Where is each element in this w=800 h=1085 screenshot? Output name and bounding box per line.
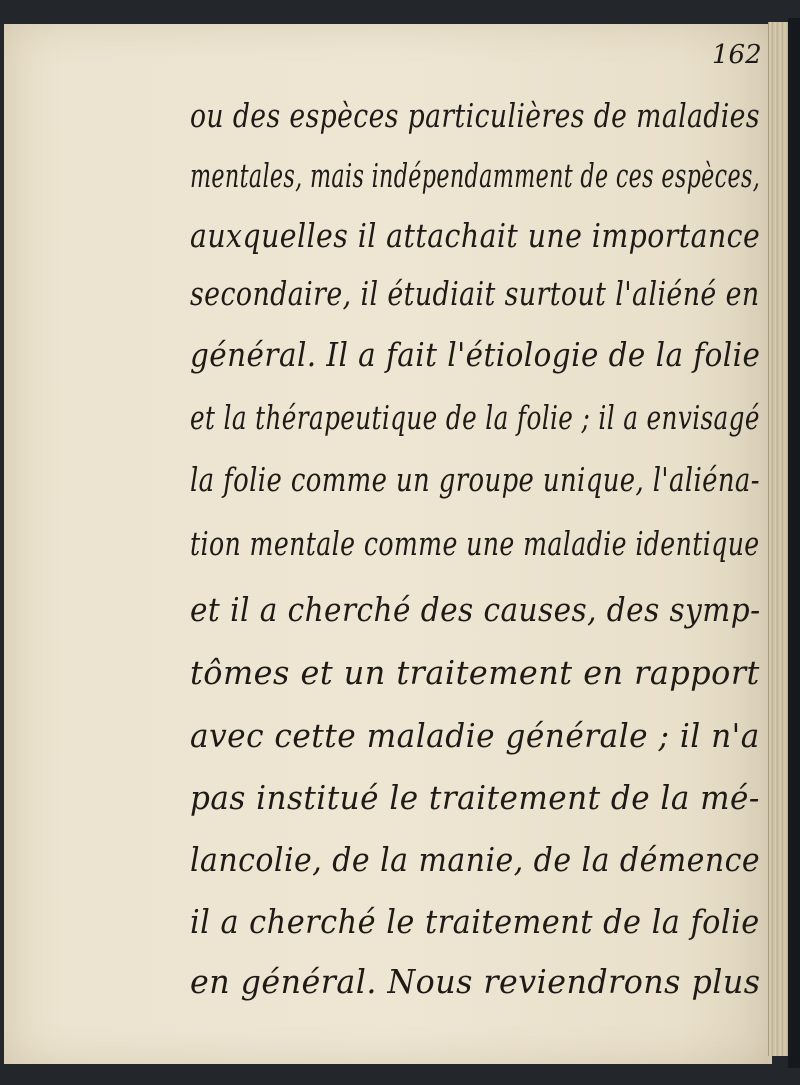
text-line: général. Il a fait l'étiologie de la folie — [190, 335, 761, 374]
text-line: lancolie, de la manie, de la démence — [190, 840, 761, 879]
text-line: secondaire, il étudiait surtout l'aliéné en — [190, 274, 760, 313]
text-line: tion mentale comme une maladie identique — [190, 524, 760, 563]
text-line: avec cette maladie générale ; il n'a — [190, 716, 760, 755]
page-number: 162 — [712, 40, 762, 70]
text-line: pas institué le traitement de la mé- — [190, 778, 760, 817]
text-line: tômes et un traitement en rapport — [190, 653, 760, 692]
text-line: la folie comme un groupe unique, l'aliéna- — [190, 460, 760, 499]
text-line: mentales, mais indépendamment de ces espèces, — [190, 156, 761, 195]
text-line: et il a cherché des causes, des symp- — [190, 590, 761, 629]
text-line: en général. Nous reviendrons plus — [190, 962, 761, 1001]
text-line: il a cherché le traitement de la folie — [190, 902, 760, 941]
text-line: ou des espèces particulières de maladies — [190, 96, 760, 135]
binding-shadow — [788, 18, 800, 1068]
text-line: auxquelles il attachait une importance — [190, 216, 761, 255]
text-line: et la thérapeutique de la folie ; il a envisagé — [190, 398, 760, 437]
